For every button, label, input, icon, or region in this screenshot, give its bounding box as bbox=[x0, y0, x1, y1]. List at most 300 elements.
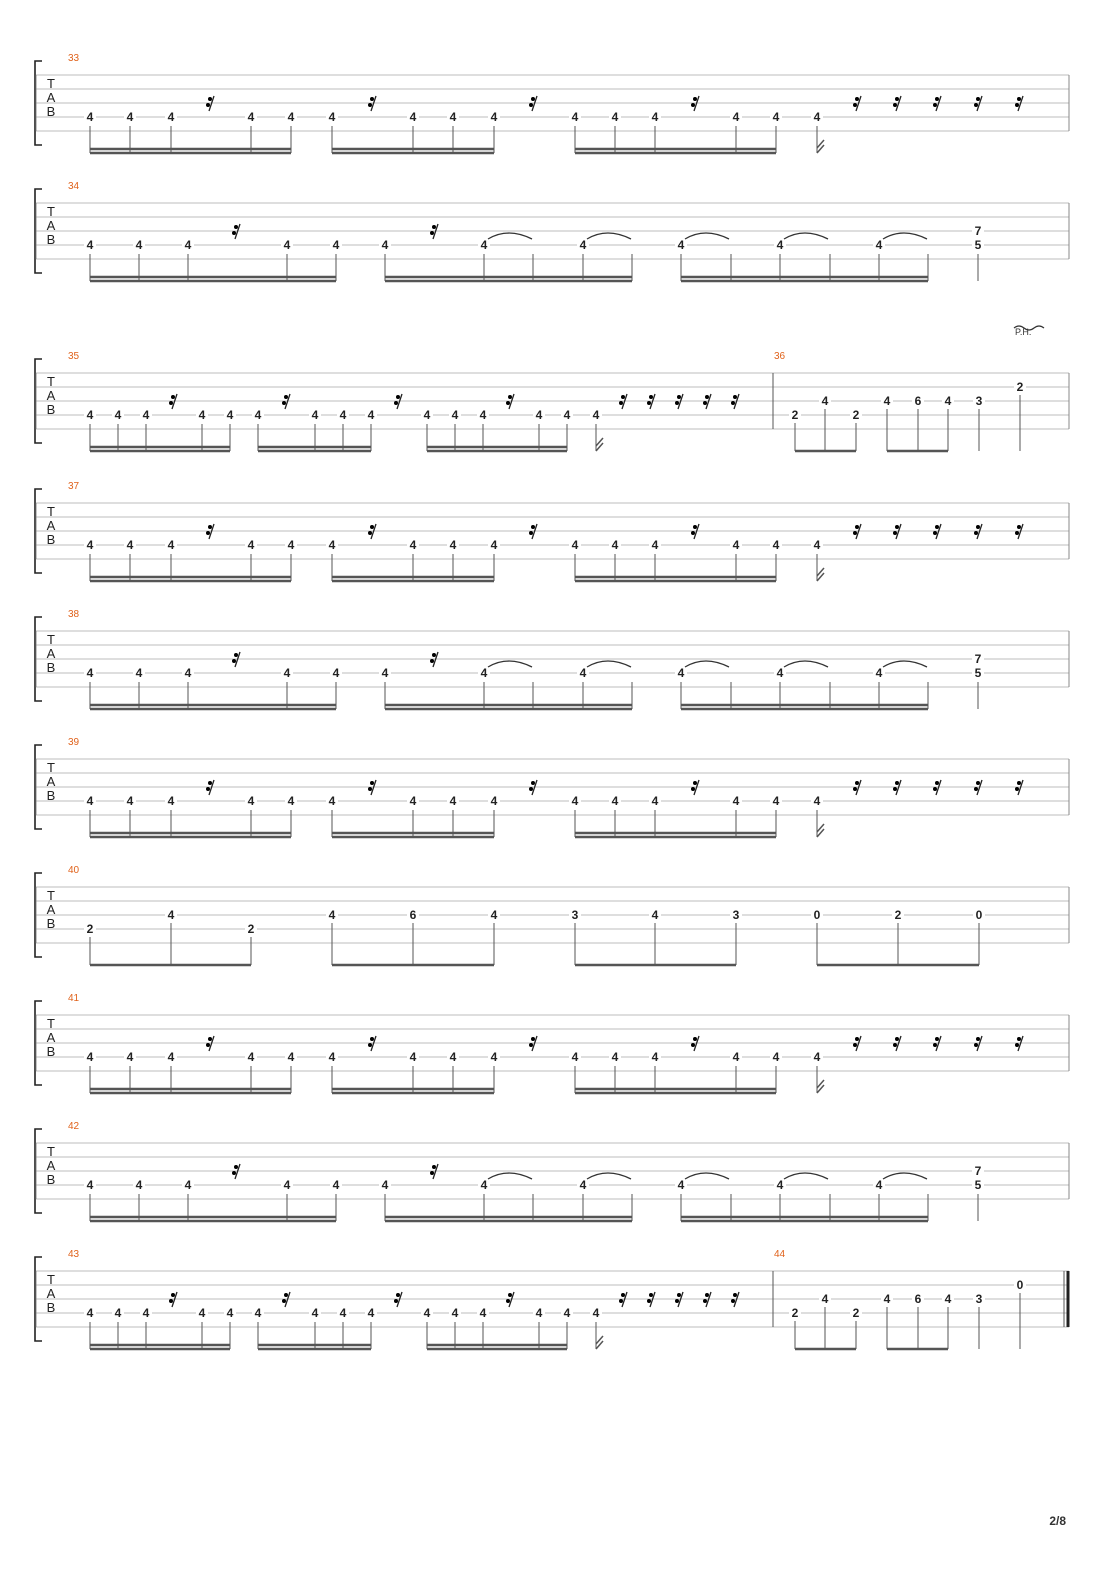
fret-number: 4 bbox=[772, 538, 780, 552]
fret-number: 2 bbox=[894, 908, 902, 922]
rest-dot bbox=[232, 231, 236, 235]
rest-dot bbox=[647, 401, 651, 405]
fret-number: 4 bbox=[184, 666, 192, 680]
fret-number: 4 bbox=[184, 1178, 192, 1192]
rest-dot bbox=[935, 97, 939, 101]
tab-clef-letter: B bbox=[46, 232, 56, 247]
fret-number: 4 bbox=[449, 110, 457, 124]
rest-dot bbox=[430, 659, 434, 663]
fret-number: 0 bbox=[975, 908, 983, 922]
fret-number: 4 bbox=[651, 794, 659, 808]
rest-dot bbox=[895, 97, 899, 101]
rest-dot bbox=[432, 225, 436, 229]
rest-dot bbox=[531, 781, 535, 785]
rest-dot bbox=[232, 1171, 236, 1175]
tie bbox=[587, 233, 631, 239]
measure-number: 42 bbox=[68, 1121, 80, 1132]
rest-dot bbox=[1015, 103, 1019, 107]
rest-dot bbox=[506, 401, 510, 405]
fret-number: 4 bbox=[167, 538, 175, 552]
tab-clef-letter: T bbox=[47, 1016, 55, 1031]
rest-dot bbox=[691, 103, 695, 107]
chord-fret-number: 5 bbox=[974, 1178, 982, 1192]
fret-number: 4 bbox=[732, 794, 740, 808]
fret-number: 4 bbox=[135, 238, 143, 252]
fret-number: 4 bbox=[490, 908, 498, 922]
fret-number: 4 bbox=[328, 538, 336, 552]
rest-dot bbox=[649, 1293, 653, 1297]
fret-number: 4 bbox=[86, 110, 94, 124]
fret-number: 2 bbox=[852, 1306, 860, 1320]
fret-number: 4 bbox=[772, 110, 780, 124]
tie bbox=[685, 233, 729, 239]
fret-number: 4 bbox=[287, 794, 295, 808]
rest-dot bbox=[1015, 787, 1019, 791]
chord-fret-number: 7 bbox=[974, 224, 982, 238]
tab-system bbox=[35, 865, 1069, 957]
rest-dot bbox=[855, 1037, 859, 1041]
fret-number: 4 bbox=[381, 666, 389, 680]
rest-dot bbox=[370, 781, 374, 785]
measure-number: 39 bbox=[68, 737, 80, 748]
rest-dot bbox=[693, 525, 697, 529]
fret-number: 4 bbox=[198, 408, 206, 422]
tab-system bbox=[35, 609, 1069, 701]
fret-number: 4 bbox=[571, 794, 579, 808]
fret-number: 4 bbox=[776, 666, 784, 680]
rest-dot bbox=[731, 1299, 735, 1303]
rest-dot bbox=[853, 103, 857, 107]
rest-dot bbox=[529, 787, 533, 791]
rest-dot bbox=[206, 787, 210, 791]
fret-number: 4 bbox=[611, 794, 619, 808]
fret-number: 4 bbox=[114, 1306, 122, 1320]
tab-clef-letter: T bbox=[47, 1272, 55, 1287]
tab-clef-letter: A bbox=[46, 388, 56, 403]
rest-dot bbox=[677, 1293, 681, 1297]
fret-number: 4 bbox=[283, 238, 291, 252]
rest-dot bbox=[893, 1043, 897, 1047]
fret-number: 4 bbox=[287, 538, 295, 552]
tab-clef-letter: B bbox=[46, 1044, 56, 1059]
fret-number: 4 bbox=[142, 1306, 150, 1320]
rest-dot bbox=[432, 653, 436, 657]
measure-number: 38 bbox=[68, 609, 80, 620]
fret-number: 4 bbox=[167, 908, 175, 922]
tab-clef-letter: B bbox=[46, 104, 56, 119]
tab-clef-letter: A bbox=[46, 774, 56, 789]
fret-number: 4 bbox=[328, 1050, 336, 1064]
rest-dot bbox=[619, 1299, 623, 1303]
rest-dot bbox=[976, 525, 980, 529]
tab-clef-letter: B bbox=[46, 788, 56, 803]
rest-dot bbox=[234, 225, 238, 229]
fret-number: 4 bbox=[776, 238, 784, 252]
fret-number: 3 bbox=[571, 908, 579, 922]
rest-dot bbox=[621, 395, 625, 399]
fret-number: 4 bbox=[167, 1050, 175, 1064]
tab-clef-letter: T bbox=[47, 374, 55, 389]
tie bbox=[784, 233, 828, 239]
tab-system bbox=[35, 1121, 1069, 1213]
rest-dot bbox=[394, 401, 398, 405]
rest-dot bbox=[853, 787, 857, 791]
fret-number: 4 bbox=[732, 110, 740, 124]
rest-dot bbox=[234, 1165, 238, 1169]
rest-dot bbox=[529, 1043, 533, 1047]
fret-number: 4 bbox=[592, 408, 600, 422]
chord-fret-number: 7 bbox=[974, 652, 982, 666]
page-number: 2/8 bbox=[1049, 1514, 1066, 1528]
rest-dot bbox=[677, 395, 681, 399]
rest-dot bbox=[508, 395, 512, 399]
rest-dot bbox=[893, 787, 897, 791]
rest-dot bbox=[855, 97, 859, 101]
fret-number: 4 bbox=[571, 538, 579, 552]
rest-dot bbox=[691, 1043, 695, 1047]
fret-number: 4 bbox=[579, 1178, 587, 1192]
tab-clef-letter: A bbox=[46, 1158, 56, 1173]
rest-dot bbox=[529, 103, 533, 107]
tab-clef-letter: T bbox=[47, 888, 55, 903]
rest-dot bbox=[895, 1037, 899, 1041]
fret-number: 4 bbox=[86, 1050, 94, 1064]
tab-system bbox=[35, 481, 1069, 573]
rest-dot bbox=[1017, 781, 1021, 785]
fret-number: 4 bbox=[813, 110, 821, 124]
measure-number: 41 bbox=[68, 993, 80, 1004]
tie bbox=[784, 661, 828, 667]
chord-fret-number: 7 bbox=[974, 1164, 982, 1178]
rest-dot bbox=[282, 1299, 286, 1303]
fret-number: 3 bbox=[975, 394, 983, 408]
rest-dot bbox=[531, 525, 535, 529]
fret-number: 4 bbox=[184, 238, 192, 252]
tab-clef-letter: T bbox=[47, 760, 55, 775]
fret-number: 4 bbox=[86, 238, 94, 252]
fret-number: 3 bbox=[975, 1292, 983, 1306]
tie bbox=[587, 661, 631, 667]
fret-number: 2 bbox=[1016, 380, 1024, 394]
rest-dot bbox=[703, 1299, 707, 1303]
rest-dot bbox=[396, 1293, 400, 1297]
rest-dot bbox=[893, 103, 897, 107]
rest-dot bbox=[171, 395, 175, 399]
tie bbox=[685, 1173, 729, 1179]
note-flag bbox=[817, 140, 824, 153]
fret-number: 4 bbox=[875, 238, 883, 252]
fret-number: 4 bbox=[535, 408, 543, 422]
fret-number: 4 bbox=[86, 408, 94, 422]
fret-number: 4 bbox=[167, 794, 175, 808]
fret-number: 4 bbox=[247, 538, 255, 552]
fret-number: 6 bbox=[914, 394, 922, 408]
rest-dot bbox=[432, 1165, 436, 1169]
fret-number: 4 bbox=[339, 408, 347, 422]
tab-clef-letter: A bbox=[46, 90, 56, 105]
rest-dot bbox=[933, 787, 937, 791]
fret-number: 4 bbox=[490, 1050, 498, 1064]
fret-number: 4 bbox=[813, 794, 821, 808]
fret-number: 2 bbox=[791, 408, 799, 422]
fret-number: 4 bbox=[875, 666, 883, 680]
tab-system bbox=[35, 53, 1069, 145]
measure-number: 33 bbox=[68, 53, 80, 64]
rest-dot bbox=[1017, 97, 1021, 101]
fret-number: 4 bbox=[114, 408, 122, 422]
measure-number: 44 bbox=[774, 1249, 786, 1260]
rest-dot bbox=[430, 1171, 434, 1175]
rest-dot bbox=[169, 401, 173, 405]
tie bbox=[587, 1173, 631, 1179]
rest-dot bbox=[232, 659, 236, 663]
rest-dot bbox=[933, 103, 937, 107]
rest-dot bbox=[368, 103, 372, 107]
fret-number: 4 bbox=[423, 1306, 431, 1320]
rest-dot bbox=[1015, 1043, 1019, 1047]
chord-fret-number: 5 bbox=[974, 666, 982, 680]
fret-number: 4 bbox=[535, 1306, 543, 1320]
fret-number: 4 bbox=[283, 1178, 291, 1192]
fret-number: 4 bbox=[287, 110, 295, 124]
fret-number: 4 bbox=[287, 1050, 295, 1064]
rest-dot bbox=[935, 1037, 939, 1041]
fret-number: 4 bbox=[651, 908, 659, 922]
rest-dot bbox=[394, 1299, 398, 1303]
tab-clef-letter: A bbox=[46, 1030, 56, 1045]
rest-dot bbox=[619, 401, 623, 405]
fret-number: 4 bbox=[226, 408, 234, 422]
rest-dot bbox=[206, 103, 210, 107]
tab-clef-letter: B bbox=[46, 1172, 56, 1187]
fret-number: 4 bbox=[479, 1306, 487, 1320]
note-flag bbox=[596, 438, 603, 451]
fret-number: 4 bbox=[571, 110, 579, 124]
fret-number: 4 bbox=[677, 1178, 685, 1192]
rest-dot bbox=[649, 395, 653, 399]
tab-clef-letter: T bbox=[47, 504, 55, 519]
fret-number: 4 bbox=[732, 1050, 740, 1064]
rest-dot bbox=[529, 531, 533, 535]
tie bbox=[685, 661, 729, 667]
fret-number: 4 bbox=[490, 110, 498, 124]
fret-number: 4 bbox=[409, 110, 417, 124]
fret-number: 4 bbox=[480, 238, 488, 252]
measure-number: 36 bbox=[774, 351, 786, 362]
fret-number: 4 bbox=[776, 1178, 784, 1192]
rest-dot bbox=[976, 1037, 980, 1041]
tab-clef-letter: B bbox=[46, 660, 56, 675]
rest-dot bbox=[893, 531, 897, 535]
fret-number: 4 bbox=[126, 794, 134, 808]
rest-dot bbox=[974, 103, 978, 107]
fret-number: 4 bbox=[611, 538, 619, 552]
fret-number: 4 bbox=[732, 538, 740, 552]
rest-dot bbox=[853, 531, 857, 535]
fret-number: 4 bbox=[126, 1050, 134, 1064]
rest-dot bbox=[396, 395, 400, 399]
fret-number: 4 bbox=[254, 1306, 262, 1320]
fret-number: 4 bbox=[821, 394, 829, 408]
rest-dot bbox=[705, 1293, 709, 1297]
fret-number: 2 bbox=[791, 1306, 799, 1320]
tie bbox=[488, 661, 532, 667]
fret-number: 4 bbox=[563, 408, 571, 422]
fret-number: 4 bbox=[86, 1178, 94, 1192]
fret-number: 4 bbox=[381, 238, 389, 252]
tie bbox=[883, 233, 927, 239]
measure-number: 40 bbox=[68, 865, 80, 876]
rest-dot bbox=[693, 781, 697, 785]
fret-number: 4 bbox=[126, 110, 134, 124]
fret-number: 4 bbox=[592, 1306, 600, 1320]
fret-number: 4 bbox=[883, 1292, 891, 1306]
rest-dot bbox=[206, 1043, 210, 1047]
fret-number: 4 bbox=[423, 408, 431, 422]
fret-number: 4 bbox=[451, 408, 459, 422]
fret-number: 4 bbox=[332, 1178, 340, 1192]
rest-dot bbox=[169, 1299, 173, 1303]
tab-system bbox=[35, 993, 1069, 1085]
fret-number: 4 bbox=[332, 666, 340, 680]
rest-dot bbox=[370, 97, 374, 101]
rest-dot bbox=[171, 1293, 175, 1297]
fret-number: 2 bbox=[852, 408, 860, 422]
rest-dot bbox=[370, 525, 374, 529]
fret-number: 4 bbox=[328, 908, 336, 922]
fret-number: 4 bbox=[247, 794, 255, 808]
rest-dot bbox=[731, 401, 735, 405]
tab-clef-letter: A bbox=[46, 1286, 56, 1301]
fret-number: 4 bbox=[449, 538, 457, 552]
rest-dot bbox=[733, 1293, 737, 1297]
fret-number: 4 bbox=[480, 1178, 488, 1192]
fret-number: 4 bbox=[409, 794, 417, 808]
tab-system bbox=[35, 737, 1069, 829]
fret-number: 0 bbox=[813, 908, 821, 922]
rest-dot bbox=[933, 1043, 937, 1047]
rest-dot bbox=[703, 401, 707, 405]
rest-dot bbox=[691, 787, 695, 791]
rest-dot bbox=[508, 1293, 512, 1297]
measure-number: 35 bbox=[68, 351, 80, 362]
rest-dot bbox=[693, 97, 697, 101]
rest-dot bbox=[1017, 525, 1021, 529]
fret-number: 4 bbox=[772, 1050, 780, 1064]
note-flag bbox=[817, 824, 824, 837]
fret-number: 4 bbox=[479, 408, 487, 422]
rest-dot bbox=[368, 531, 372, 535]
fret-number: 4 bbox=[571, 1050, 579, 1064]
fret-number: 4 bbox=[86, 1306, 94, 1320]
rest-dot bbox=[733, 395, 737, 399]
fret-number: 4 bbox=[875, 1178, 883, 1192]
rest-dot bbox=[208, 97, 212, 101]
rest-dot bbox=[976, 97, 980, 101]
fret-number: 4 bbox=[328, 110, 336, 124]
rest-dot bbox=[531, 97, 535, 101]
fret-number: 4 bbox=[86, 538, 94, 552]
fret-number: 4 bbox=[247, 110, 255, 124]
rest-dot bbox=[506, 1299, 510, 1303]
measure-number: 37 bbox=[68, 481, 80, 492]
fret-number: 4 bbox=[135, 666, 143, 680]
fret-number: 4 bbox=[677, 238, 685, 252]
fret-number: 4 bbox=[167, 110, 175, 124]
rest-dot bbox=[368, 1043, 372, 1047]
measure-number: 34 bbox=[68, 181, 80, 192]
rest-dot bbox=[368, 787, 372, 791]
tab-clef-letter: B bbox=[46, 402, 56, 417]
rest-dot bbox=[234, 653, 238, 657]
fret-number: 4 bbox=[579, 238, 587, 252]
rest-dot bbox=[693, 1037, 697, 1041]
fret-number: 4 bbox=[611, 110, 619, 124]
fret-number: 0 bbox=[1016, 1278, 1024, 1292]
tie bbox=[883, 661, 927, 667]
rest-dot bbox=[1017, 1037, 1021, 1041]
fret-number: 4 bbox=[677, 666, 685, 680]
rest-dot bbox=[895, 525, 899, 529]
tab-clef-letter: B bbox=[46, 1300, 56, 1315]
fret-number: 4 bbox=[883, 394, 891, 408]
fret-number: 4 bbox=[490, 538, 498, 552]
tab-system bbox=[35, 181, 1069, 273]
fret-number: 4 bbox=[821, 1292, 829, 1306]
tab-system bbox=[35, 326, 1069, 443]
fret-number: 4 bbox=[226, 1306, 234, 1320]
rest-dot bbox=[531, 1037, 535, 1041]
rest-dot bbox=[284, 395, 288, 399]
tab-clef-letter: A bbox=[46, 646, 56, 661]
fret-number: 4 bbox=[381, 1178, 389, 1192]
fret-number: 4 bbox=[449, 1050, 457, 1064]
fret-number: 4 bbox=[449, 794, 457, 808]
fret-number: 4 bbox=[367, 408, 375, 422]
fret-number: 4 bbox=[651, 538, 659, 552]
fret-number: 4 bbox=[651, 1050, 659, 1064]
fret-number: 4 bbox=[409, 538, 417, 552]
fret-number: 2 bbox=[86, 922, 94, 936]
fret-number: 4 bbox=[772, 794, 780, 808]
fret-number: 6 bbox=[409, 908, 417, 922]
fret-number: 4 bbox=[311, 1306, 319, 1320]
rest-dot bbox=[691, 531, 695, 535]
fret-number: 4 bbox=[480, 666, 488, 680]
fret-number: 2 bbox=[247, 922, 255, 936]
fret-number: 4 bbox=[490, 794, 498, 808]
tab-clef-letter: B bbox=[46, 916, 56, 931]
tab-clef-letter: T bbox=[47, 76, 55, 91]
fret-number: 4 bbox=[579, 666, 587, 680]
note-flag bbox=[596, 1336, 603, 1349]
rest-dot bbox=[855, 781, 859, 785]
fret-number: 4 bbox=[328, 794, 336, 808]
rest-dot bbox=[282, 401, 286, 405]
rest-dot bbox=[855, 525, 859, 529]
rest-dot bbox=[675, 401, 679, 405]
rest-dot bbox=[976, 781, 980, 785]
rest-dot bbox=[933, 531, 937, 535]
note-flag bbox=[817, 568, 824, 581]
fret-number: 4 bbox=[367, 1306, 375, 1320]
rest-dot bbox=[208, 1037, 212, 1041]
tie bbox=[784, 1173, 828, 1179]
fret-number: 4 bbox=[332, 238, 340, 252]
fret-number: 4 bbox=[944, 394, 952, 408]
rest-dot bbox=[208, 525, 212, 529]
fret-number: 4 bbox=[563, 1306, 571, 1320]
